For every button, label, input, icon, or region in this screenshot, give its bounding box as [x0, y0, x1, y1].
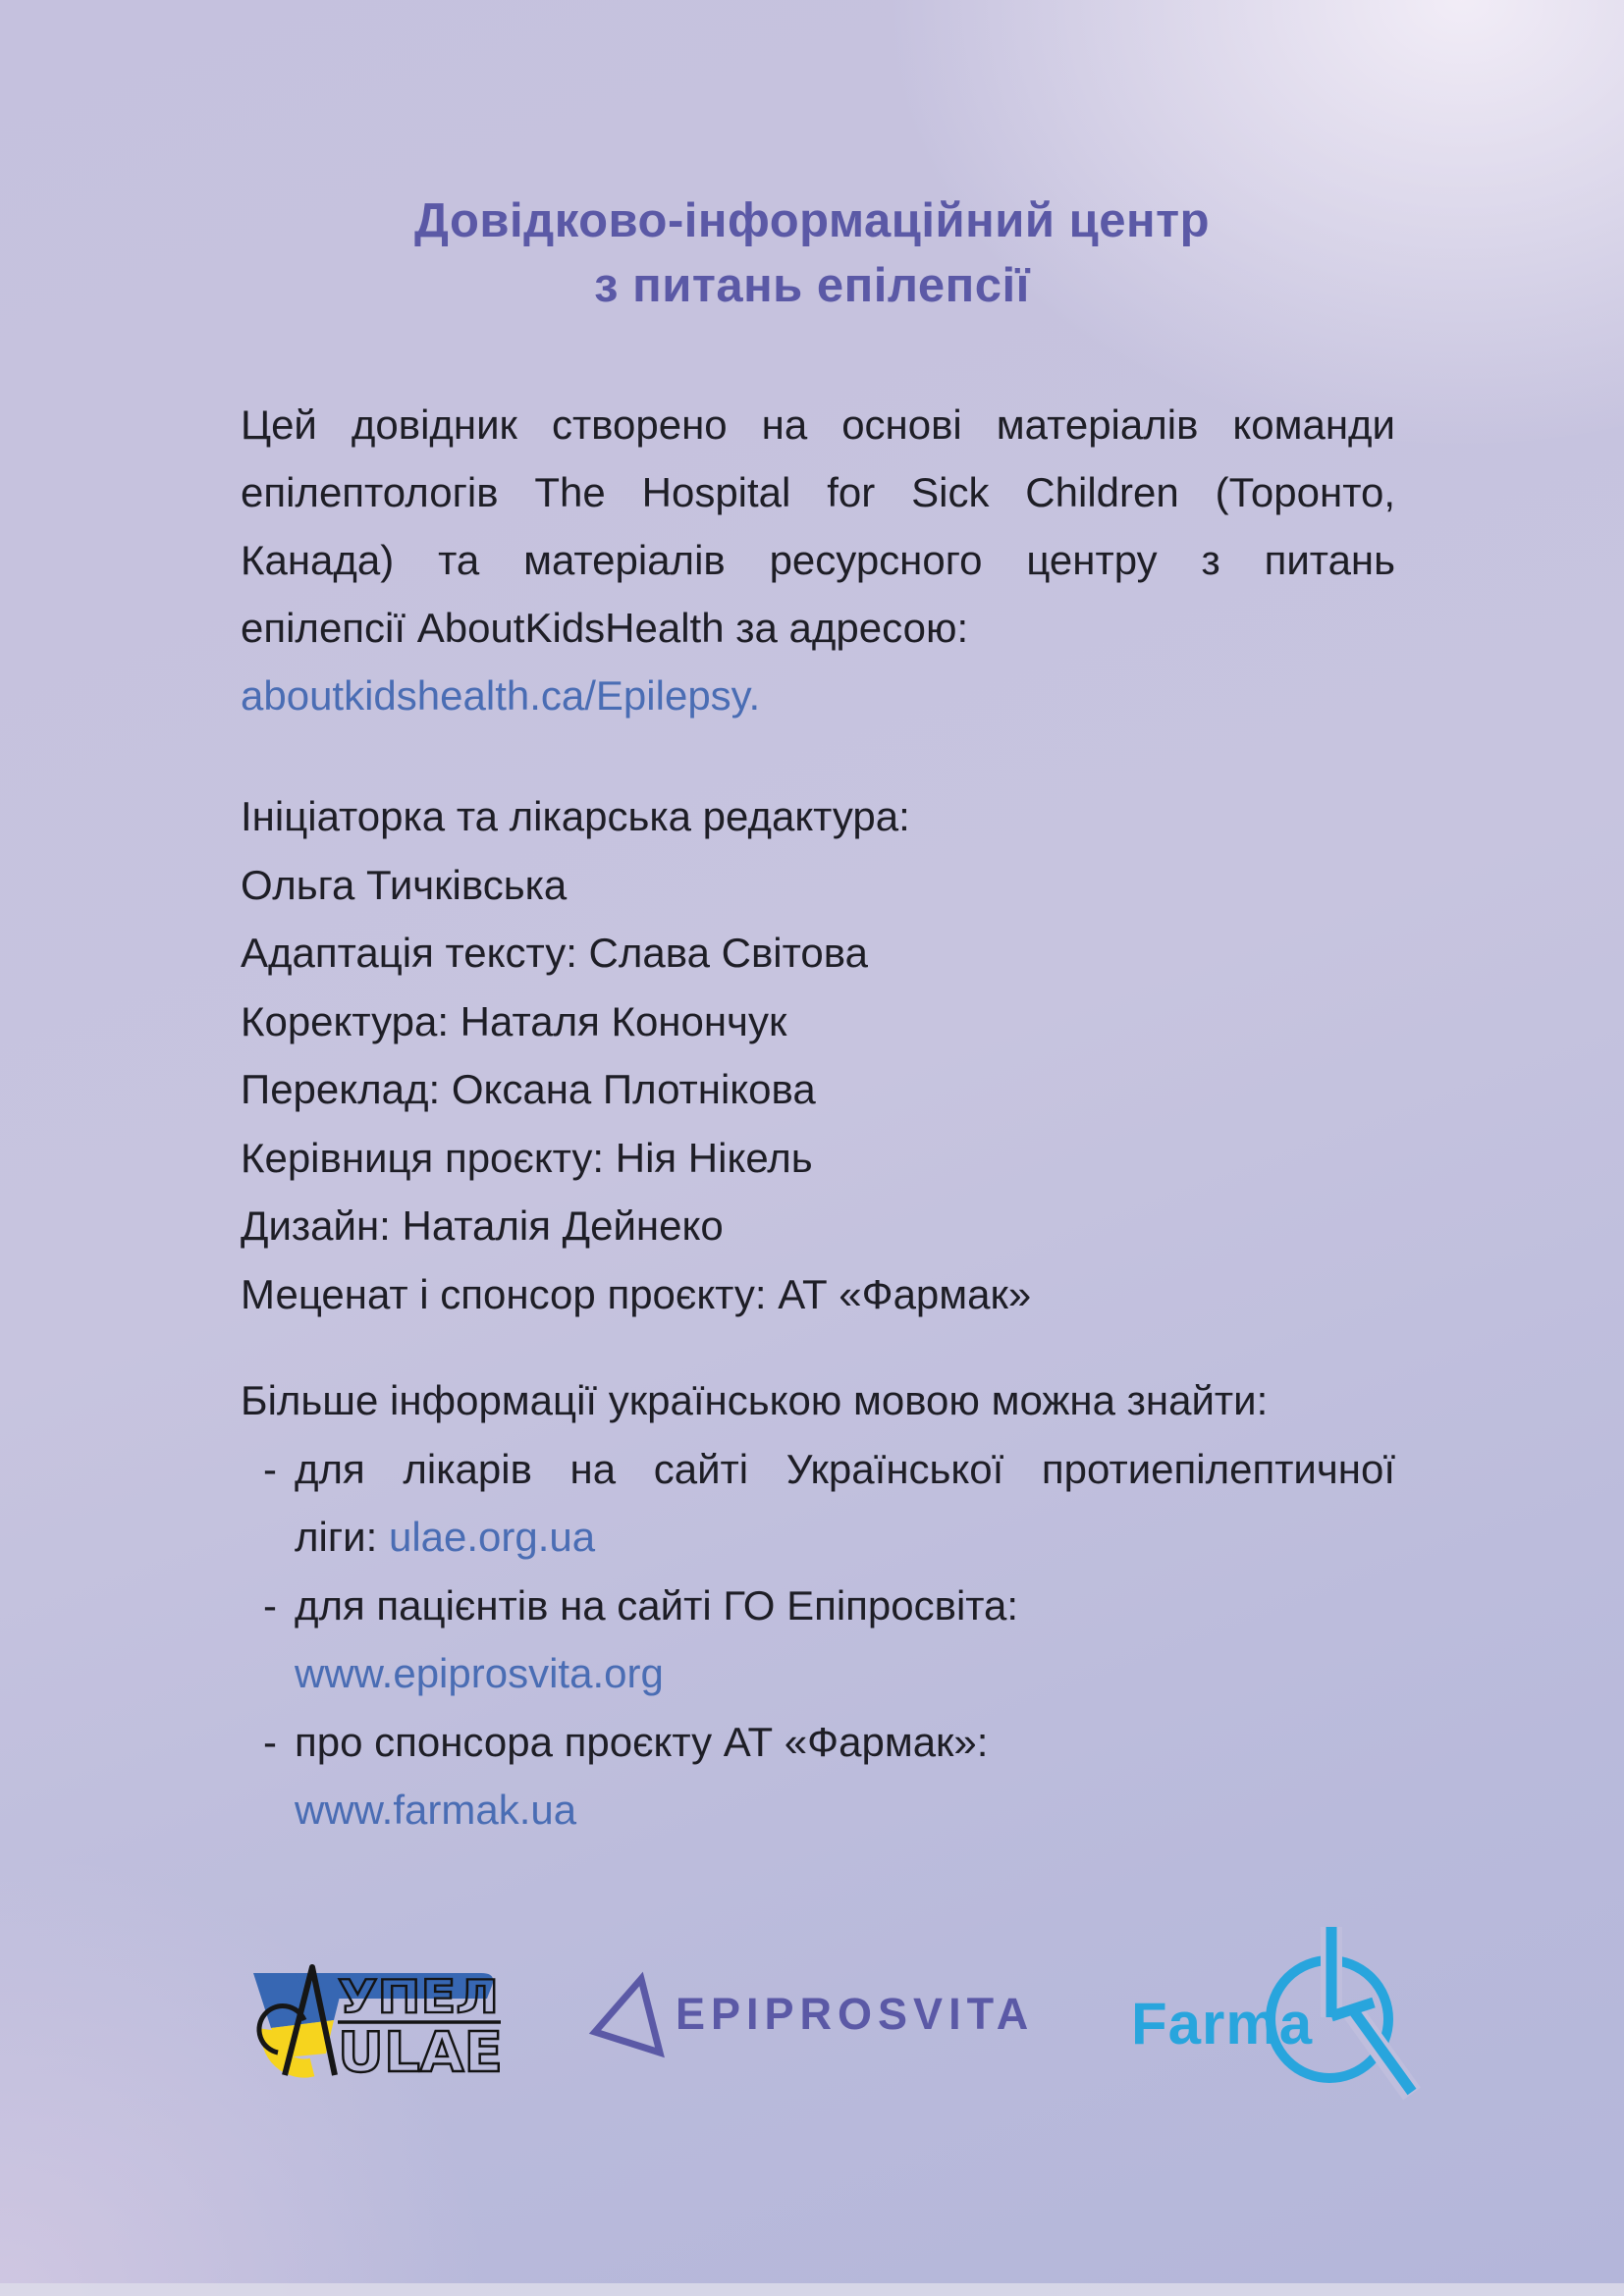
credits-line: Адаптація тексту: Слава Світова	[241, 930, 868, 976]
bullet-text: ліги:	[295, 1514, 389, 1560]
bullet-dash: -	[263, 1445, 277, 1492]
bullet-text: для лікарів на сайті Української протиепілептичної	[295, 1445, 1395, 1492]
intro-paragraph	[241, 391, 1395, 729]
farmak-link[interactable]: www.farmak.ua	[295, 1787, 577, 1833]
ulae-latin-wordmark: ULAE	[338, 2021, 503, 2085]
epiprosvita-wordmark: EPIPROSVITA	[676, 1989, 1035, 2039]
intro-line: епілепсії AboutKidsHealth за адресою:	[241, 605, 969, 651]
credits-line: Дизайн: Наталія Дейнеко	[241, 1202, 724, 1249]
bullet-text: для пацієнтів на сайті ГО Епіпросвіта:	[295, 1581, 1019, 1629]
credits-line: Ольга Тичківська	[241, 861, 568, 908]
intro-line: епілептологів The Hospital for Sick Children (Торонто,	[241, 469, 1395, 515]
credits-line: Переклад: Оксана Плотнікова	[241, 1066, 816, 1112]
bullet-continuation	[295, 1639, 1395, 1708]
epiprosvita-link[interactable]: www.epiprosvita.org	[295, 1650, 664, 1696]
page-title-line2: з питань епілепсії	[594, 259, 1030, 312]
intro-line: Канада) та матеріалів ресурсного центру з питань	[241, 537, 1395, 583]
more-info-heading: Більше інформації українською мовою можна знайти:	[241, 1377, 1269, 1423]
page-bottom-edge	[0, 2283, 1624, 2296]
ulae-logo	[236, 1942, 569, 2148]
more-info-block	[241, 1366, 1395, 1844]
page-title-line1: Довідково-інформаційний центр	[413, 194, 1211, 247]
farmak-logo	[1119, 1899, 1443, 2125]
intro-line: Цей довідник створено на основі матеріалів команди	[241, 401, 1395, 448]
ulae-link[interactable]: ulae.org.ua	[388, 1514, 596, 1560]
bullet-continuation	[295, 1776, 1395, 1844]
credits-line: Ініціаторка та лікарська редактура:	[241, 793, 910, 839]
credits-line: Коректура: Наталя Конончук	[241, 997, 787, 1044]
credits-line: Меценат і спонсор проєкту: АТ «Фармак»	[241, 1270, 1032, 1317]
credits-line: Керівниця проєкту: Нія Нікель	[241, 1134, 813, 1181]
bullet-dash: -	[263, 1581, 277, 1629]
aboutkidshealth-link[interactable]: aboutkidshealth.ca/Epilepsy.	[241, 672, 761, 719]
ulae-cyrillic-wordmark: УПЕЛ	[338, 1970, 499, 2023]
farmak-wordmark: Farma	[1131, 1991, 1314, 2056]
bullet-item-doctors	[241, 1435, 1395, 1504]
bullet-dash: -	[263, 1718, 277, 1765]
credits-block	[241, 782, 1395, 1328]
bullet-item-patients	[241, 1572, 1395, 1640]
page-title	[0, 188, 1624, 318]
bullet-text: про спонсора проєкту АТ «Фармак»:	[295, 1718, 989, 1765]
bullet-item-sponsor	[241, 1708, 1395, 1777]
bullet-continuation	[295, 1503, 1395, 1572]
